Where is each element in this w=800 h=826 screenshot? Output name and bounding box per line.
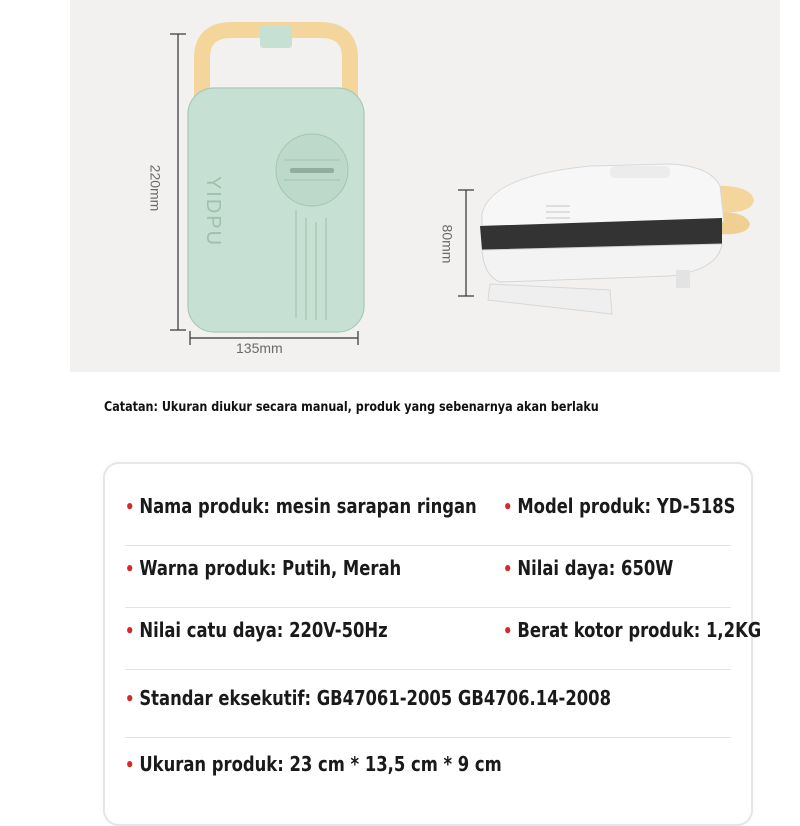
spec-item-color: • Warna produk: Putih, Merah	[125, 556, 402, 580]
spec-row-1	[125, 494, 736, 534]
spec-item-size: • Ukuran produk: 23 cm * 13,5 cm * 9 cm	[125, 752, 502, 776]
divider	[125, 737, 731, 738]
spec-item-supply: • Nilai catu daya: 220V-50Hz	[125, 618, 388, 642]
bullet-icon: •	[503, 497, 513, 518]
spec-row-3	[125, 618, 762, 658]
bullet-icon: •	[125, 497, 135, 518]
spec-card	[103, 462, 762, 826]
height-dimension-line	[170, 34, 186, 330]
spec-row-2	[125, 556, 731, 596]
bullet-icon: •	[125, 689, 135, 710]
bullet-icon: •	[503, 621, 513, 642]
spec-item-weight: • Berat kotor produk: 1,2KG	[503, 618, 762, 642]
depth-dimension-line	[458, 190, 474, 296]
divider	[125, 607, 731, 608]
device-side-view	[480, 164, 754, 314]
product-illustration	[70, 0, 780, 372]
bullet-icon: •	[125, 559, 135, 580]
brand-logo-text: YIDPU	[202, 175, 225, 248]
bullet-icon: •	[125, 755, 135, 776]
spec-item-standard: • Standar eksekutif: GB47061-2005 GB4706.14-2008	[125, 686, 612, 710]
spec-row-4	[125, 686, 731, 726]
bullet-icon: •	[125, 621, 135, 642]
spec-item-model: • Model produk: YD-518S	[503, 494, 736, 518]
spec-item-name: • Nama produk: mesin sarapan ringan	[125, 494, 477, 518]
spec-item-power: • Nilai daya: 650W	[503, 556, 674, 580]
bullet-icon: •	[503, 559, 513, 580]
depth-dimension-label: 80mm	[439, 224, 456, 264]
measurement-note: Catatan: Ukuran diukur secara manual, produk yang sebenarnya akan berlaku	[104, 400, 599, 415]
product-photo	[70, 0, 780, 372]
height-dimension-label: 220mm	[147, 164, 164, 212]
divider	[125, 669, 731, 670]
width-dimension-label: 135mm	[236, 340, 283, 356]
divider	[125, 545, 731, 546]
spec-row-5	[125, 752, 731, 792]
